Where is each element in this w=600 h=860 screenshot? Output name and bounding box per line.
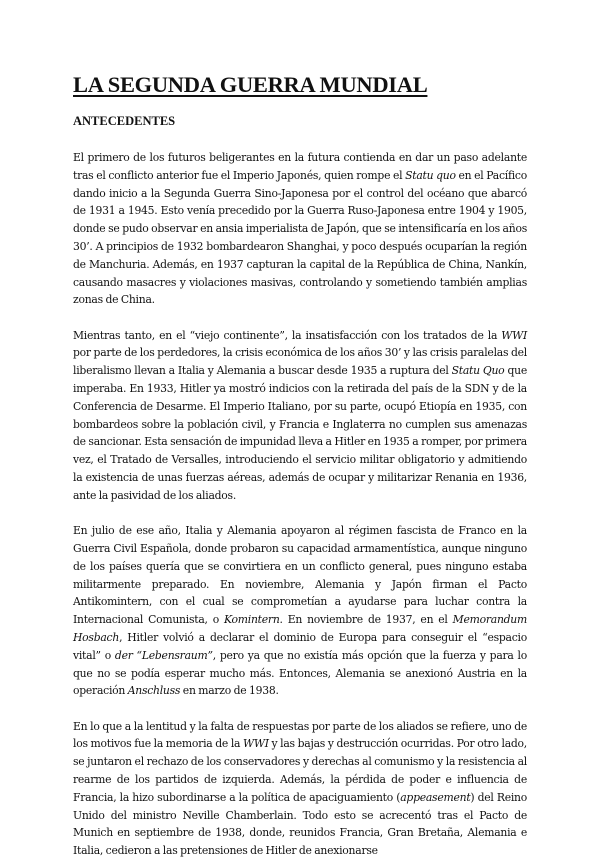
paragraph-4 [73,718,527,860]
document-title: LA SEGUNDA GUERRA MUNDIAL [73,72,428,97]
text-run: ) del Reino Unido del ministro Neville Chamberlain. Todo esto se acrecentó tras el Pacto de Munich en septiembre de 1938, donde, reunidos Francia, Gran Bretaña, Alemania e Italia, cedieron a las pretensiones de Hitler de anexionarse [73,790,527,858]
italic-text-run: der “Lebensraum” [114,648,213,662]
italic-text-run: Statu Quo [451,364,505,378]
paragraph-1 [73,149,527,309]
italic-text-run: Memorandum Hosbach [73,613,527,644]
text-run: En lo que a la lentitud y la falta de respuestas por parte de los aliados se refiere, uno de los motivos fue la memoria de la [73,719,527,751]
text-run: . En noviembre de 1937, en el [279,613,453,627]
italic-text-run: appeasement [400,790,471,804]
italic-text-run: Komintern [224,613,280,627]
text-run: por parte de los perdedores, la crisis económica de los años 30’ y las crisis paralelas del liberalismo llevan a Italia y Alemania a buscar desde 1935 a ruptura del [73,346,527,378]
italic-text-run: Anschluss [127,684,181,698]
italic-text-run: WWI [243,737,269,751]
text-run: El primero de los futuros beligerantes en la futura contienda en dar un paso adelante tras el conflicto anterior fue el Imperio Japonés, quien rompe el [73,151,527,182]
paragraph-2 [73,327,527,505]
text-run: Mientras tanto, en el “viejo continente”, la insatisfacción con los tratados de la [73,328,502,342]
text-run: en el Pacífico dando inicio a la Segunda Guerra Sino-Japonesa por el control del océano que abarcó de 1931 a 1945. Esto venía precedido por la Guerra Ruso-Japonesa entre 1904 y 1905, donde se pudo observar en ansia imperialista de Japón, que se intensificaría en los años 30’. A principios de 1932 bombardearon Shanghai, y poco después ocuparían la región de Manchuria. Además, en 1937 capturan la capital de la República de China, Nankín, causando masacres y violaciones masivas, controlando y sometiendo también amplias zonas de China. [73,168,527,307]
text-run: que imperaba. En 1933, Hitler ya mostró indicios con la retirada del país de la SDN y de la Conferencia de Desarme. El Imperio Italiano, por su parte, ocupó Etiopía en 1935, con bombardeos sobre la población civil, y Francia e Inglaterra no cumplen sus amenazas de sancionar. Esta sensación de impunidad lleva a Hitler en 1935 a romper, por primera vez, el Tratado de Versalles, introduciendo el servicio militar obligatorio y admitiendo la existencia de unas fuerzas aéreas, además de ocupar y militarizar Renania en 1936, ante la pasividad de los aliados. [73,364,528,502]
section-heading: ANTECEDENTES [73,114,176,128]
text-run: En julio de ese año, Italia y Alemania apoyaron al régimen fascista de Franco en la Guerra Civil Española, donde probaron su capacidad armamentística, aunque ninguno de los países quería que se convirtiera en un conflicto general, pues ninguno estaba militarmente preparado. En noviembre, Alemania y Japón firman el Pacto Antikomintern, con el cual se comprometían a ayudarse para luchar contra la Internacional Comunista, o [73,524,527,627]
italic-text-run: WWI [501,328,527,342]
paragraph-3 [73,522,527,700]
text-run: , pero ya que no existía más opción que la fuerza y para lo que no se podía esperar mucho más. Entonces, Alemania se anexionó Austria en la operación [73,648,528,698]
text-run: y las bajas y destrucción ocurridas. Por otro lado, se juntaron el rechazo de los conservadores y derechas al comunismo y la resistencia al rearme de los partidos de izquierda. Además, la pérdida de poder e influencia de Francia, la hizo subordinarse a la política de apaciguamiento ( [73,737,527,804]
text-run: , Hitler volvió a declarar el dominio de Europa para conseguir el “espacio vital” o [73,630,527,662]
italic-text-run: Statu quo [405,168,456,182]
text-run: en marzo de 1938. [180,684,279,698]
